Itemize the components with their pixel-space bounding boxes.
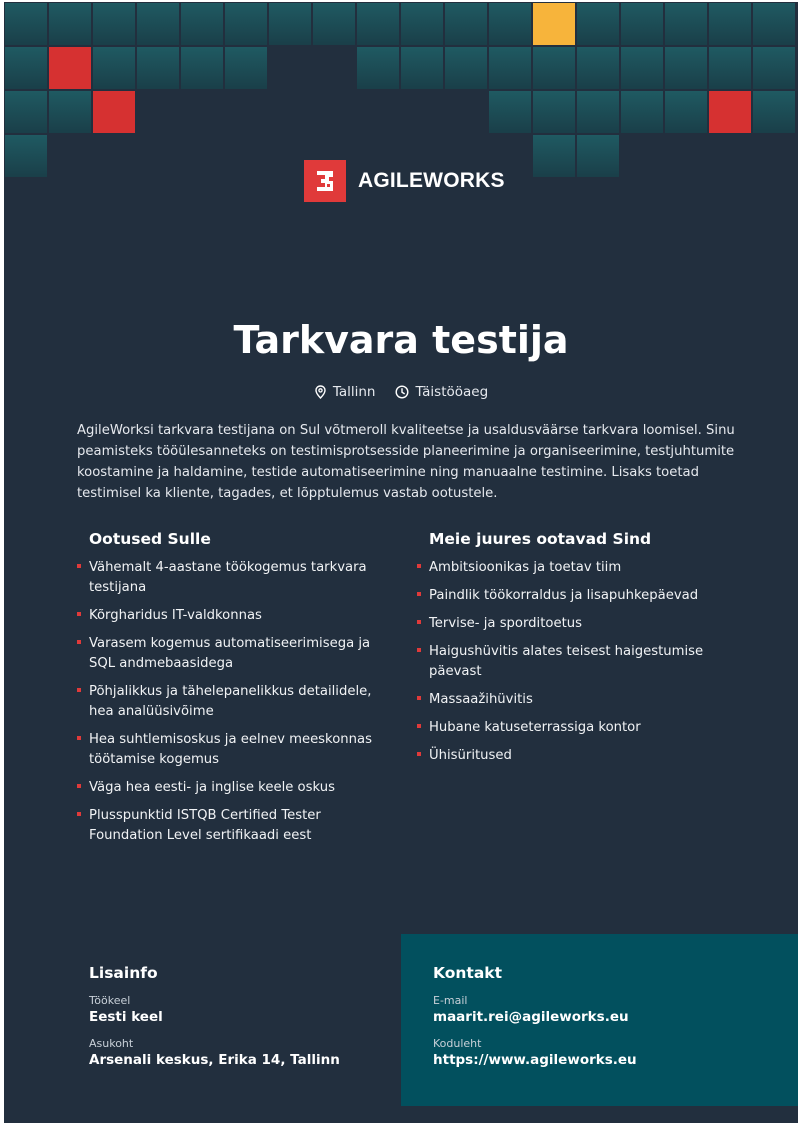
list-item: Massaažihüvitis <box>415 690 745 710</box>
clock-icon <box>395 385 409 399</box>
job-type <box>395 384 488 400</box>
email-link[interactable]: maarit.rei@agileworks.eu <box>433 1009 629 1025</box>
website-label: Koduleht <box>433 1037 482 1050</box>
expectations-title: Ootused Sulle <box>89 530 211 548</box>
bullet-icon <box>77 812 81 816</box>
bullet-icon <box>417 564 421 568</box>
list-item: Plusspunktid ISTQB Certified Tester Foundation Level sertifikaadi eest <box>75 806 395 846</box>
decorative-tile-grid <box>4 2 798 182</box>
list-item: Tervise- ja sporditoetus <box>415 614 745 634</box>
benefits-title: Meie juures ootavad Sind <box>429 530 652 548</box>
office-location-value: Arsenali keskus, Erika 14, Tallinn <box>89 1052 340 1068</box>
extra-info-section <box>89 964 389 1080</box>
bullet-icon <box>77 784 81 788</box>
bullet-icon <box>77 688 81 692</box>
brand-name: AGILEWORKS <box>358 169 505 192</box>
contact-title: Kontakt <box>433 964 503 982</box>
job-poster <box>4 2 798 1123</box>
bullet-icon <box>417 724 421 728</box>
brand-logo <box>304 160 505 202</box>
email-label: E-mail <box>433 994 468 1007</box>
expectations-section <box>75 530 395 854</box>
bullet-icon <box>77 736 81 740</box>
bullet-icon <box>417 620 421 624</box>
list-item: Haigushüvitis alates teisest haigestumise päevast <box>415 642 745 682</box>
list-item: Väga hea eesti- ja inglise keele oskus <box>75 778 395 798</box>
extra-info-title: Lisainfo <box>89 964 158 982</box>
job-meta <box>4 384 798 400</box>
contact-panel <box>401 934 798 1106</box>
bullet-icon <box>417 592 421 596</box>
website-link[interactable]: https://www.agileworks.eu <box>433 1052 637 1068</box>
list-item: Vähemalt 4-aastane töökogemus tarkvara testijana <box>75 558 395 598</box>
list-item: Ühisüritused <box>415 746 745 766</box>
benefits-section <box>415 530 745 774</box>
language-value: Eesti keel <box>89 1009 163 1025</box>
brand-mark-icon <box>304 160 346 202</box>
expectations-list <box>75 558 395 846</box>
job-location-text: Tallinn <box>332 384 376 400</box>
job-title: Tarkvara testija <box>233 318 569 362</box>
list-item: Ambitsioonikas ja toetav tiim <box>415 558 745 578</box>
map-pin-icon <box>314 385 327 399</box>
office-location-label: Asukoht <box>89 1037 134 1050</box>
benefits-list <box>415 558 745 766</box>
bullet-icon <box>417 696 421 700</box>
language-label: Töökeel <box>89 994 131 1007</box>
list-item: Põhjalikkus ja tähelepanelikkus detailidele, hea analüüsivõime <box>75 682 395 722</box>
job-location <box>314 384 376 400</box>
bullet-icon <box>417 648 421 652</box>
list-item: Hea suhtlemisoskus ja eelnev meeskonnas töötamise kogemus <box>75 730 395 770</box>
list-item: Varasem kogemus automatiseerimisega ja SQL andmebaasidega <box>75 634 395 674</box>
list-item: Kõrgharidus IT-valdkonnas <box>75 606 395 626</box>
job-type-text: Täistööaeg <box>415 384 489 400</box>
list-item: Hubane katuseterrassiga kontor <box>415 718 745 738</box>
bullet-icon <box>77 564 81 568</box>
job-intro: AgileWorksi tarkvara testijana on Sul võtmeroll kvaliteetse ja usaldusväärse tarkvara loomisel. Sinu peamisteks tööülesanneteks on testimisprotsesside planeerimine ja organiseerimine, testjuhtumite koostamine ja haldamine, testide automatiseerimine ning manuaalne testimine. Lisaks toetad testimisel ka kliente, tagades, et lõpptulemus vastab ootustele. <box>77 423 735 501</box>
bullet-icon <box>77 612 81 616</box>
list-item: Paindlik töökorraldus ja lisapuhkepäevad <box>415 586 745 606</box>
bullet-icon <box>417 752 421 756</box>
contact-section <box>433 964 773 1080</box>
bullet-icon <box>77 640 81 644</box>
